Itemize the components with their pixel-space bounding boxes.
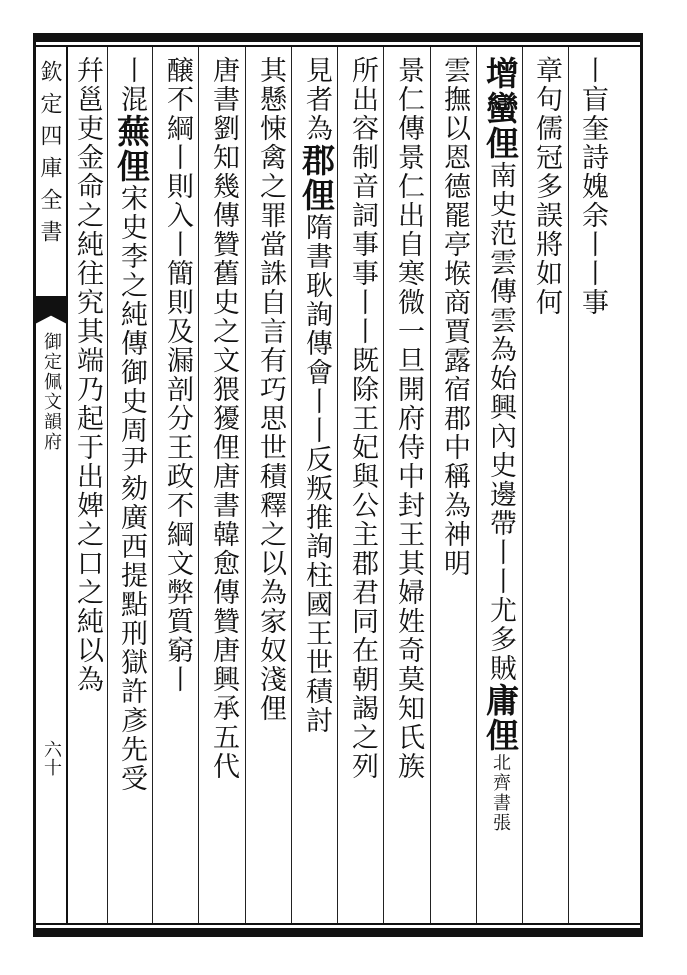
column-rule — [383, 47, 384, 923]
column-rule — [198, 47, 199, 923]
text-column — [437, 56, 471, 920]
column-rule — [337, 47, 338, 923]
top-border — [33, 33, 643, 42]
column-text: 丨混 — [116, 56, 147, 114]
entry-headword: 庸俚 — [481, 683, 520, 753]
text-column — [206, 56, 240, 920]
column-rule — [245, 47, 246, 923]
column-text: 見者為 — [301, 56, 332, 143]
column-text: 醸不綱丨則入丨簡則及漏 — [162, 56, 193, 375]
column-text: 景仁傳景仁出自寒微一旦開府侍中封王其婦姓奇莫知氏族 — [393, 56, 424, 781]
text-column — [481, 56, 520, 920]
column-rule — [430, 47, 431, 923]
column-text: 所出容制音詞事事丨丨既除王妃與公主郡君同在朝謁之列 — [347, 56, 378, 781]
margin-header: 欽定四庫全書 — [37, 60, 62, 252]
column-text: 宋史李之純傳御史周尹劾廣西提點刑獄許彥先受 — [116, 184, 147, 793]
text-column — [575, 56, 609, 920]
fish-tail-mark — [35, 296, 67, 324]
text-column — [160, 56, 194, 920]
column-text: 雲撫以恩德罷亭堠商賈露宿郡中稱為神明 — [439, 56, 470, 578]
column-text: 剖分王政不綱文弊質窮丨 — [162, 375, 193, 694]
entry-headword: 蕪俚 — [112, 114, 151, 184]
entry-headword: 增蠻俚 — [481, 56, 520, 161]
column-text: 丨盲奎詩媿余丨丨事 — [577, 56, 608, 317]
text-column — [70, 56, 104, 920]
column-rule — [522, 47, 523, 923]
column-rule — [291, 47, 292, 923]
bottom-border — [33, 928, 643, 937]
text-column — [391, 56, 425, 920]
column-text: 南史范雲傳雲為始興內史邊帶丨丨尤多賊 — [485, 161, 516, 683]
bottom-border-inner — [33, 923, 643, 925]
column-rule — [476, 47, 477, 923]
column-rule — [568, 47, 569, 923]
right-border — [640, 33, 643, 937]
entry-headword: 郡俚 — [297, 143, 336, 213]
margin-divider — [66, 47, 68, 923]
top-border-inner — [33, 45, 643, 47]
column-text: 其懸悚禽之罪當誅自言有巧思世積釋之以為家奴淺俚 — [255, 56, 286, 723]
column-rule — [152, 47, 153, 923]
text-column — [529, 56, 563, 920]
column-note: 北齊書張 — [490, 753, 511, 833]
column-text: 唐書劉知幾傳贊舊史之文猥獶俚唐書韓愈傳贊唐興承五代 — [208, 56, 239, 781]
text-column — [297, 56, 336, 920]
text-column — [112, 56, 151, 920]
column-rule — [107, 47, 108, 923]
text-column — [253, 56, 287, 920]
text-column — [345, 56, 379, 920]
folio-number: 六十 — [41, 740, 62, 776]
column-text: 章句儒冠多誤將如何 — [531, 56, 562, 317]
column-text: 幷邕吏金命之純往究其端乃起于出婢之口之純以為 — [72, 56, 103, 694]
column-text: 隋書耿詢傳會丨丨反叛推詢柱國王世積討 — [301, 213, 332, 735]
margin-subtitle: 御定佩文韻府 — [41, 332, 62, 452]
